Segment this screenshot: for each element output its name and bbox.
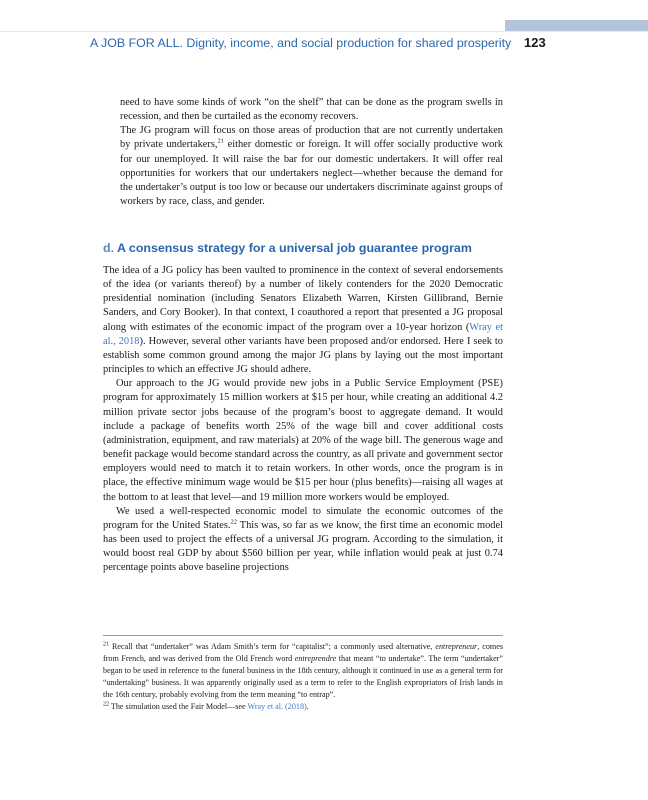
footnote-21 <box>103 641 503 701</box>
text-segment: , comes from French, and was derived from the Old French word <box>103 642 503 664</box>
footnote-22 <box>103 701 503 713</box>
text-segment: This was, so far as we know, the first time an economic model has been used to project the effects of a universal JG program. According to the simulation, it would boost real GDP by about $560 billion per year, while inflation would peak at just 0.74 percentage points above baseline projections <box>103 519 503 574</box>
footnote-ref-22[interactable]: 22 <box>230 518 237 526</box>
paragraph-jg-idea <box>103 264 503 377</box>
body-text <box>103 264 503 575</box>
text-segment: ). However, several other variants have been proposed and/or endorsed. Here I seek to establish some common ground among the major JG plans by laying out the most important principles to which an effective JG should adhere. <box>103 335 504 376</box>
emphasis: entrepreneur <box>435 642 478 651</box>
text-segment: that meant “to undertake”. The term “undertaker” began to be used in reference to the funeral business in the 18th century, although it continued in use as a general term for “undertaking” business. It was apparently originally used as a term to refer to the English expropriators of Irish lands in the 16th century, probably evolving from the term meaning “to entrap”. <box>103 654 503 700</box>
footnote-ref-21[interactable]: 21 <box>217 138 224 145</box>
paragraph-approach: Our approach to the JG would provide new jobs in a Public Service Employment (PSE) program for approximately 15 million workers at $15 per hour, while creating an additional 4.2 million private sector jobs because of the program’s boost to aggregate demand. It would include a package of benefits worth 25% of the wage bill and cover additional costs (administration, equipment, and raw materials) at 20% of the wage bill. The generous wage and benefit package would become standard across the country, as all private and government sector employers would need to match it to retain workers. In other words, once the program is in place, the effective minimum wage would be $15 per hour (plus benefits)—raising all wages at the bottom to at least that level—and 19 million more workers would be employed. <box>103 378 503 503</box>
emphasis: entreprendre <box>294 654 337 664</box>
section-letter: d. <box>103 241 115 255</box>
paragraph-shelf-work: need to have some kinds of work “on the shelf” that can be done as the program swells in recession, and then be curtailed as the economy recovers. <box>120 97 503 123</box>
section-title: A consensus strategy for a universal job guarantee program <box>117 241 472 255</box>
indented-text-block <box>120 96 503 209</box>
citation-link[interactable]: Wray et al., 2018 <box>103 321 503 347</box>
footnote-mark: 21 <box>103 641 109 648</box>
footnotes <box>103 641 503 714</box>
citation-link[interactable]: Wray et al. (2018) <box>247 702 307 712</box>
text-segment: The simulation used the Fair Model—see <box>109 702 248 712</box>
running-head-title: A JOB FOR ALL. Dignity, income, and social production for shared prosperity <box>90 36 512 50</box>
text-segment: The idea of a JG policy has been vaulted to prominence in the context of several endorsements of the idea (or variants thereof) by a number of likely contenders for the 2020 Democratic presidential nomination (including Senators Elizabeth Warren, Kirsten Gillibrand, Bernie Sanders, and Cory Booker). In that context, I coauthored a report that presented a JG proposal along with estimates of the economic impact of the program over a 10-year horizon ( <box>103 265 503 333</box>
section-heading <box>103 241 472 255</box>
paragraph-jg-focus <box>120 124 503 209</box>
text-segment: The JG program will focus on those areas of production that are not currently undertaken by private undertakers, <box>120 125 503 151</box>
header-rule <box>0 31 648 32</box>
footnote-rule <box>103 635 503 636</box>
text-segment: We used a well-respected economic model to simulate the economic outcomes of the program for the United States. <box>103 505 503 531</box>
page-number: 123 <box>524 35 546 50</box>
header-color-bar <box>505 20 648 31</box>
paragraph-model <box>103 505 503 576</box>
text-segment: either domestic or foreign. It will offer socially productive work for our unemployed. It will raise the bar for our domestic undertakers. It will offer real opportunities for workers that our undertakers neglect—whether because the demand for the undertaker’s output is too low or because our undertakers discriminate against groups of workers by race, class, and gender. <box>120 139 503 208</box>
footnote-mark: 22 <box>103 701 109 708</box>
text-segment: . <box>306 702 309 712</box>
text-segment: Recall that “undertaker” was Adam Smith’s term for “capitalist”; a commonly used alternative, <box>109 642 436 651</box>
